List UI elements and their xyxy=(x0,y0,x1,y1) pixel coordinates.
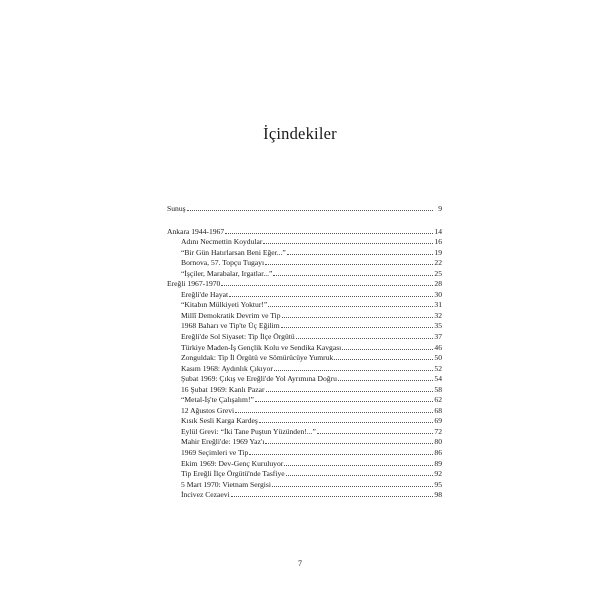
toc-entry-label: Adını Necmettin Koydular xyxy=(181,237,263,247)
toc-entry-page: 46 xyxy=(434,342,442,352)
toc-entry-page: 9 xyxy=(438,204,442,213)
toc-entry-page: 80 xyxy=(434,437,442,447)
dot-leader xyxy=(296,332,433,339)
toc-entry-label: Ereğli'de Hayat xyxy=(181,289,229,299)
dot-leader xyxy=(273,269,433,276)
toc-subentry xyxy=(167,332,442,343)
toc-subentry xyxy=(167,258,442,269)
toc-entry-page: 52 xyxy=(434,363,442,373)
dot-leader xyxy=(282,311,433,318)
toc-entry-label: Ereğli 1967-1970 xyxy=(167,279,221,289)
toc-entry-label: İncivez Cezaevi xyxy=(181,490,230,500)
dot-leader xyxy=(249,448,433,455)
toc-entry-label: Ankara 1944-1967 xyxy=(167,226,225,236)
toc-subentry xyxy=(167,395,442,406)
toc-entry-label: Ereğli'de Sol Siyaset: Tip İlçe Örgütü xyxy=(181,332,295,342)
toc-entry-label: 1969 Seçimleri ve Tip xyxy=(181,448,249,458)
toc-entry-page: 30 xyxy=(434,289,442,299)
toc-entry-label: Ekim 1969: Dev-Genç Kuruluyor xyxy=(181,458,284,468)
dot-leader xyxy=(229,290,433,297)
dot-leader xyxy=(259,416,433,423)
toc-section-entry xyxy=(167,227,442,238)
toc-subentry xyxy=(167,416,442,427)
toc-entry-page: 98 xyxy=(434,490,442,500)
toc-subentry xyxy=(167,385,442,396)
dot-leader xyxy=(274,364,433,371)
toc-entry-label: Sunuş xyxy=(167,204,186,213)
toc-subentry xyxy=(167,406,442,417)
toc-section-entry xyxy=(167,279,442,290)
dot-leader xyxy=(334,353,433,360)
toc-entry-page: 62 xyxy=(434,395,442,405)
toc-subentry xyxy=(167,237,442,248)
toc-entry-label: Mahir Ereğli'de: 1969 Yaz'ı xyxy=(181,437,265,447)
toc-entry-page: 31 xyxy=(434,300,442,310)
dot-leader xyxy=(281,321,433,328)
toc-entry-page: 14 xyxy=(434,226,442,236)
toc-subentry xyxy=(167,469,442,480)
toc-subentry xyxy=(167,269,442,280)
dot-leader xyxy=(265,258,433,265)
toc-entry-label: “İşçiler, Marabalar, Irgatlar...” xyxy=(181,268,273,278)
toc-entry-page: 92 xyxy=(434,469,442,479)
toc-subentry xyxy=(167,364,442,375)
toc-entry-label: 5 Mart 1970: Vietnam Sergisi xyxy=(181,479,271,489)
toc-entry-page: 19 xyxy=(434,247,442,257)
toc-entry-label: 16 Şubat 1969: Kanlı Pazar xyxy=(181,384,265,394)
toc-entry-page: 35 xyxy=(434,321,442,331)
dot-leader xyxy=(342,343,433,350)
toc-subentry xyxy=(167,321,442,332)
toc-subentry xyxy=(167,437,442,448)
toc-entry-page: 58 xyxy=(434,384,442,394)
toc-section-entry xyxy=(167,204,442,215)
toc-entry-label: Kasım 1968: Aydınlık Çıkıyor xyxy=(181,363,273,373)
toc-entry-page: 95 xyxy=(434,479,442,489)
toc-entry-label: Şubat 1969: Çıkış ve Ereğli'de Yol Ayrımına Doğru xyxy=(181,374,337,384)
toc-subentry xyxy=(167,374,442,385)
dot-leader xyxy=(272,480,433,487)
dot-leader xyxy=(187,204,433,211)
toc-entry-page: 89 xyxy=(434,458,442,468)
dot-leader xyxy=(235,406,433,413)
toc-subentry xyxy=(167,343,442,354)
dot-leader xyxy=(231,490,433,497)
toc-entry-page: 69 xyxy=(434,416,442,426)
toc-entry-label: Bornova, 57. Topçu Tugayı xyxy=(181,258,265,268)
toc-entry-label: “Bir Gün Hatırlarsan Beni Eğer...” xyxy=(181,247,286,257)
toc-subentry xyxy=(167,490,442,501)
toc-entry-page: 37 xyxy=(434,332,442,342)
toc-subentry xyxy=(167,459,442,470)
toc-subentry xyxy=(167,248,442,259)
toc-entry-page: 16 xyxy=(434,237,442,247)
toc-entry-label: Tip Ereğli İlçe Örgütü'nde Tasfiye xyxy=(181,469,285,479)
toc-subentry xyxy=(167,427,442,438)
toc-entry-label: Kısık Sesli Karga Kardeş xyxy=(181,416,258,426)
toc-entry-page: 86 xyxy=(434,448,442,458)
toc-entry-label: Zonguldak: Tip İl Örgütü ve Sömürücüye Yumruk xyxy=(181,353,334,363)
toc-entry-label: “Kitabın Mülkiyeti Yoktur!” xyxy=(181,300,268,310)
toc-entry-label: 1968 Baharı ve Tip'te Üç Eğilim xyxy=(181,321,280,331)
dot-leader xyxy=(284,459,433,466)
dot-leader xyxy=(266,385,433,392)
toc-entry-page: 25 xyxy=(434,268,442,278)
toc-entry-label: 12 Ağustos Grevi xyxy=(181,405,235,415)
toc-subentry xyxy=(167,311,442,322)
toc-subentry xyxy=(167,353,442,364)
toc-entry-page: 68 xyxy=(434,405,442,415)
toc-entry-page: 50 xyxy=(434,353,442,363)
dot-leader xyxy=(263,237,433,244)
dot-leader xyxy=(287,248,433,255)
dot-leader xyxy=(317,427,433,434)
toc-entry-page: 32 xyxy=(434,310,442,320)
toc-entry-label: “Metal-İş'te Çalışalım!” xyxy=(181,395,254,405)
toc-entry-label: Türkiye Maden-İş Gençlik Kolu ve Sendika Kavgası xyxy=(181,342,342,352)
toc-entry-page: 22 xyxy=(434,258,442,268)
dot-leader xyxy=(286,469,433,476)
toc-subentry xyxy=(167,448,442,459)
toc-subentry xyxy=(167,480,442,491)
dot-leader xyxy=(268,300,433,307)
toc-entry-page: 28 xyxy=(434,279,442,289)
dot-leader xyxy=(225,227,433,234)
toc-subentry xyxy=(167,300,442,311)
toc-entry-label: Millî Demokratik Devrim ve Tip xyxy=(181,310,281,320)
section-spacer xyxy=(167,215,442,227)
toc-entry-page: 72 xyxy=(434,426,442,436)
toc-entry-page: 54 xyxy=(434,374,442,384)
dot-leader xyxy=(255,395,433,402)
dot-leader xyxy=(338,374,433,381)
page-number: 7 xyxy=(298,559,302,568)
toc-entry-label: Eylül Grevi: “İki Tane Puştun Yüzünden!...” xyxy=(181,426,316,436)
dot-leader xyxy=(221,279,433,286)
table-of-contents xyxy=(167,204,442,501)
toc-subentry xyxy=(167,290,442,301)
dot-leader xyxy=(265,437,433,444)
page-title: İçindekiler xyxy=(263,124,337,143)
